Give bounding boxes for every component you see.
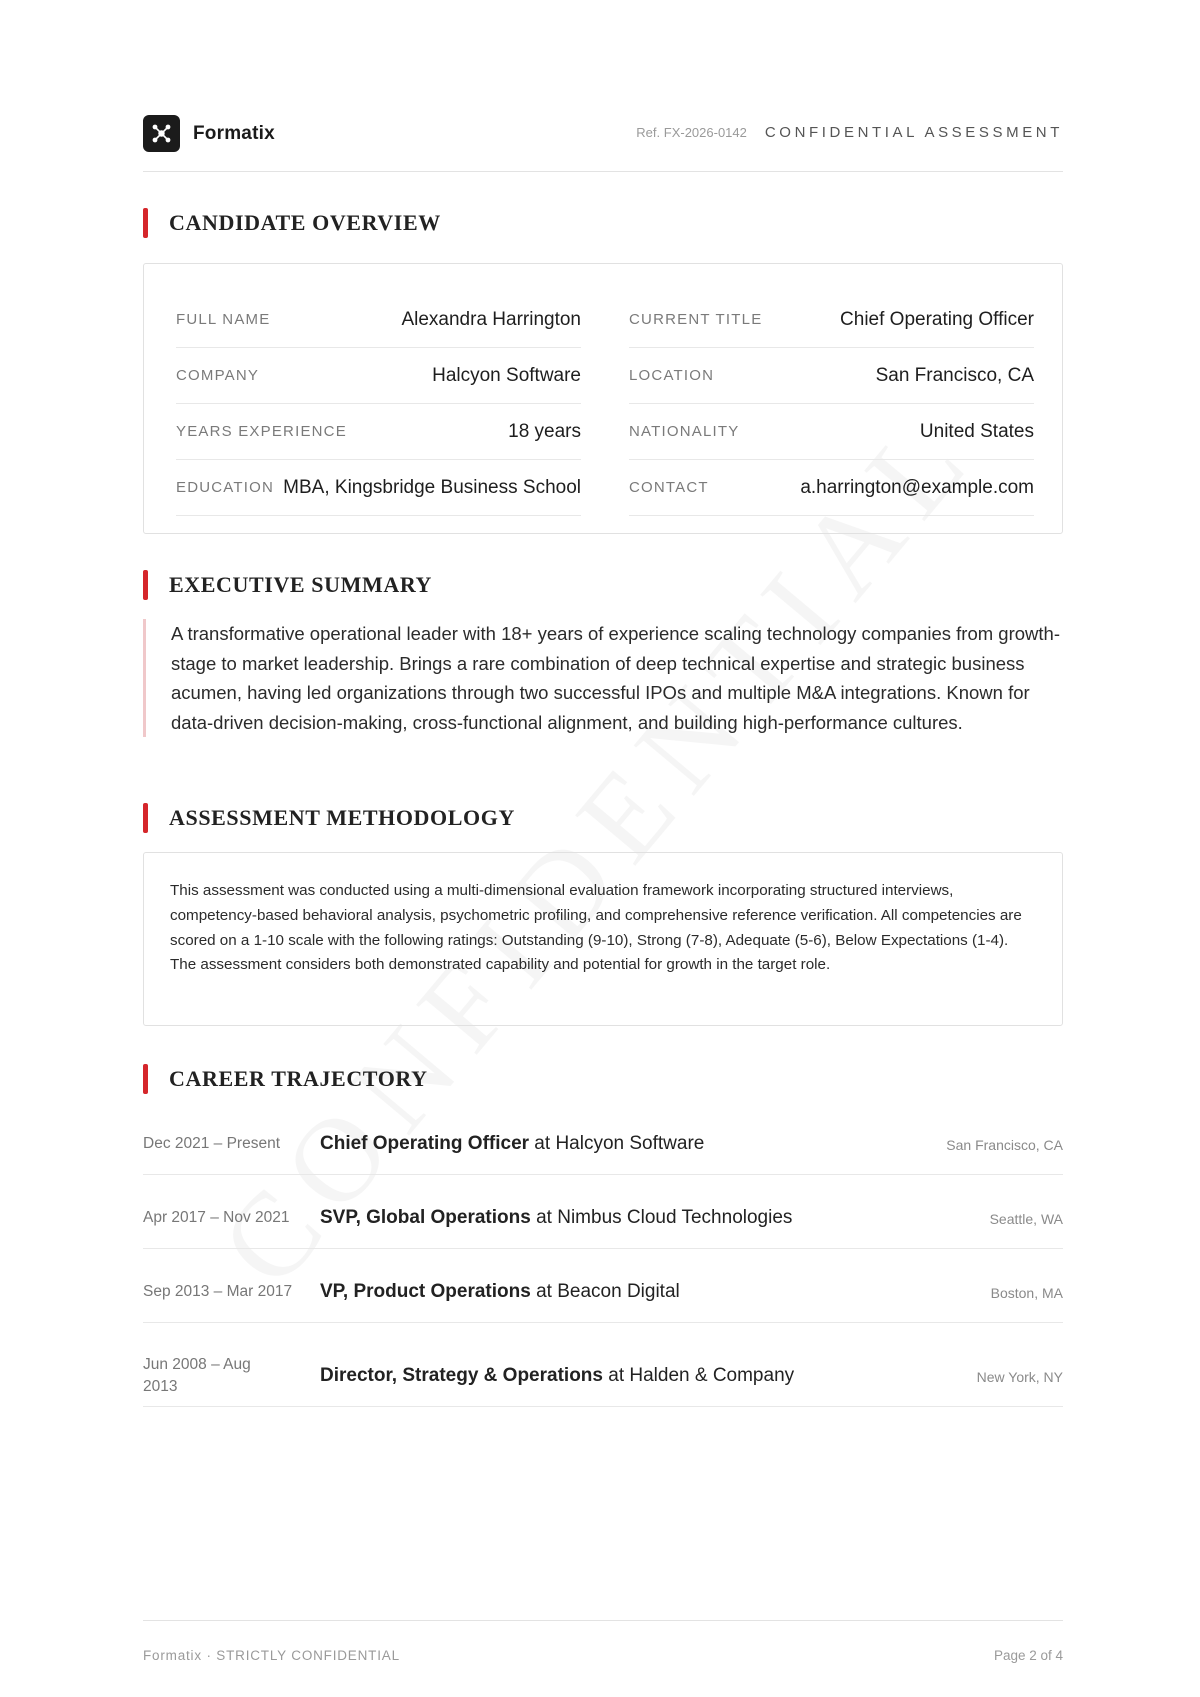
career-position [320, 1207, 792, 1229]
field-label: NATIONALITY [629, 423, 740, 440]
footer-confidential-label: Formatix · STRICTLY CONFIDENTIAL [143, 1648, 400, 1663]
career-company: Halcyon Software [555, 1133, 705, 1154]
section-accent-bar [143, 570, 148, 600]
career-entry [143, 1175, 1063, 1249]
career-position [320, 1365, 794, 1387]
methodology-text: This assessment was conducted using a multi-dimensional evaluation framework incorporating structured interviews, competency-based behavioral analysis, psychometric profiling, and comprehensive reference verification. All competencies are scored on a 1-10 scale with the following ratings: Outstanding (9-10), Strong (7-8), Adequate (5-6), Below Expectations (1-4). The assessment considers both demonstrated capability and potential for growth in the target role. [170, 882, 1022, 974]
field-label: LOCATION [629, 367, 715, 384]
summary-text: A transformative operational leader with 18+ years of experience scaling technology companies from growth-stage to market leadership. Brings a rare combination of deep technical expertise and strategic business acumen, having led organizations through two successful IPOs and multiple M&A integrations. Known for data-driven decision-making, cross-functional alignment, and building high-performance cultures. [171, 623, 1060, 733]
field-value: MBA, Kingsbridge Business School [283, 476, 581, 498]
section-title: ASSESSMENT METHODOLOGY [169, 805, 515, 830]
career-connector: at [529, 1133, 556, 1154]
career-location: San Francisco, CA [946, 1137, 1063, 1153]
overview-column-left [176, 292, 581, 516]
formatix-logo-icon [143, 115, 180, 152]
career-entry [143, 1323, 1063, 1407]
overview-row-contact [629, 460, 1034, 516]
career-location: New York, NY [976, 1369, 1063, 1385]
field-label: FULL NAME [176, 311, 271, 328]
section-accent-bar [143, 803, 148, 833]
career-entry [143, 1249, 1063, 1323]
section-accent-bar [143, 208, 148, 238]
career-entry [143, 1112, 1063, 1175]
section-heading-career [143, 1064, 428, 1094]
career-position [320, 1281, 680, 1303]
document-footer [143, 1620, 1063, 1671]
career-location: Boston, MA [990, 1285, 1063, 1301]
section-heading-overview [143, 208, 441, 238]
career-company: Nimbus Cloud Technologies [557, 1207, 793, 1228]
field-value: Alexandra Harrington [401, 308, 581, 330]
career-trajectory-list [143, 1112, 1063, 1407]
career-location: Seattle, WA [989, 1211, 1063, 1227]
methodology-card [143, 852, 1063, 1026]
career-dates: Dec 2021 – Present [143, 1135, 281, 1152]
career-connector: at [530, 1281, 558, 1302]
document-header [143, 115, 1063, 172]
overview-row-full-name [176, 292, 581, 348]
section-accent-bar [143, 1064, 148, 1094]
overview-row-company [176, 348, 581, 404]
field-label: EDUCATION [176, 479, 275, 496]
career-role: Director, Strategy & Operations [320, 1365, 603, 1386]
career-position [320, 1133, 704, 1155]
executive-summary [143, 619, 1063, 737]
field-value: United States [919, 420, 1034, 442]
header-meta [636, 124, 1063, 141]
brand-name: Formatix [193, 122, 275, 144]
career-dates: Apr 2017 – Nov 2021 [143, 1209, 290, 1226]
classification-label: CONFIDENTIAL ASSESSMENT [764, 124, 1063, 141]
field-label: CONTACT [629, 479, 709, 496]
career-role: SVP, Global Operations [320, 1207, 531, 1228]
candidate-overview-card [143, 263, 1063, 534]
reference-number: Ref. FX-2026-0142 [636, 125, 747, 140]
field-value: Chief Operating Officer [840, 308, 1034, 330]
overview-row-location [629, 348, 1034, 404]
brand [143, 115, 275, 152]
field-value: San Francisco, CA [875, 364, 1034, 386]
career-company: Beacon Digital [557, 1281, 680, 1302]
overview-row-nationality [629, 404, 1034, 460]
overview-row-current-title [629, 292, 1034, 348]
field-label: YEARS EXPERIENCE [176, 423, 347, 440]
overview-row-education [176, 460, 581, 516]
overview-row-years-experience [176, 404, 581, 460]
career-company: Halden & Company [629, 1365, 795, 1386]
career-connector: at [602, 1365, 630, 1386]
field-label: COMPANY [176, 367, 260, 384]
section-title: CAREER TRAJECTORY [169, 1066, 428, 1091]
career-connector: at [530, 1207, 558, 1228]
contact-email[interactable]: a.harrington@example.com [800, 476, 1034, 498]
overview-column-right [629, 292, 1034, 516]
field-value: Halcyon Software [432, 364, 581, 386]
career-role: VP, Product Operations [320, 1281, 531, 1302]
field-label: CURRENT TITLE [629, 311, 763, 328]
career-dates: Sep 2013 – Mar 2017 [143, 1283, 293, 1300]
page-number: Page 2 of 4 [993, 1648, 1063, 1663]
career-dates: Jun 2008 – Aug 2013 [143, 1356, 251, 1395]
field-value: 18 years [508, 420, 581, 442]
career-role: Chief Operating Officer [320, 1133, 530, 1154]
section-title: EXECUTIVE SUMMARY [169, 572, 433, 597]
section-title: CANDIDATE OVERVIEW [169, 210, 441, 235]
section-heading-summary [143, 570, 432, 600]
section-heading-methodology [143, 803, 515, 833]
